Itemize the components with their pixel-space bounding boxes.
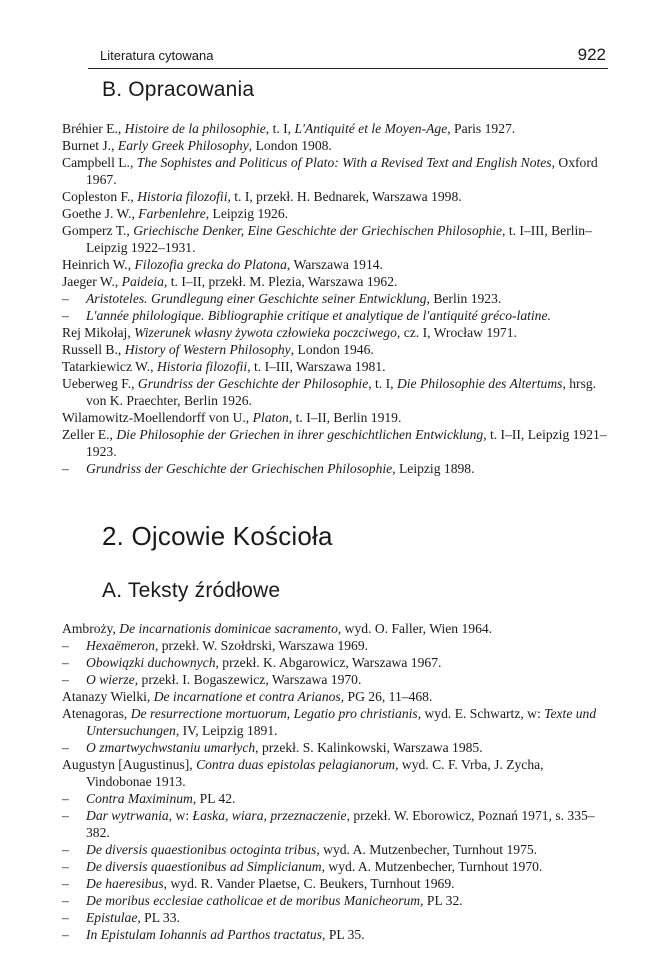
work-title: Epistulae: [86, 910, 138, 925]
work-title: Wizerunek własny żywota człowieka poczciwego: [134, 325, 397, 340]
entry-text: , wyd. A. Mutzenbecher, Turnhout 1970.: [321, 859, 543, 874]
work-title: Łaska, wiara, przeznaczenie: [192, 808, 347, 823]
work-title: Legatio pro christianis: [293, 706, 418, 721]
entry-text: , London 1946.: [290, 342, 374, 357]
entry-text: , wyd. R. Vander Plaetse, C. Beukers, Turnhout 1969.: [163, 876, 455, 891]
work-title: Historia filozofii: [156, 359, 248, 374]
entry-text: Goethe J. W.,: [62, 206, 139, 221]
entry-text: , Oxford 1967.: [86, 155, 598, 187]
entry-text: Campbell L.,: [62, 155, 137, 170]
bibliography-entry: [62, 654, 610, 671]
bibliography-entry: [62, 137, 610, 154]
entry-text: Atenagoras,: [62, 706, 131, 721]
entry-text: , przekł. W. Szołdrski, Warszawa 1969.: [154, 638, 369, 653]
bibliography-entry: [62, 324, 610, 341]
ditto-dash: –: [62, 893, 69, 908]
bibliography-entry: [62, 688, 610, 705]
bibliography-list-opracowania: [62, 120, 610, 477]
section-heading-teksty-zrodlowe: A. Teksty źródłowe: [102, 579, 281, 602]
bibliography-entry: [62, 756, 610, 790]
bibliography-entry: [62, 671, 610, 688]
ditto-dash: –: [62, 655, 69, 670]
entry-text: , wyd. A. Mutzenbecher, Turnhout 1975.: [316, 842, 538, 857]
entry-text: Wilamowitz-Moellendorff von U.,: [62, 410, 253, 425]
entry-text: , Leipzig 1898.: [392, 461, 475, 476]
work-title: Grundriss der Geschichte der Griechischen Philosophie: [86, 461, 393, 476]
ditto-dash: –: [62, 308, 69, 323]
bibliography-entry: [62, 892, 610, 909]
entry-text: , t. I,: [265, 121, 295, 136]
work-title: Paideia: [121, 274, 164, 289]
entry-text: , t. I–III, Berlin– Leipzig 1922–1931.: [86, 223, 592, 255]
bibliography-entry: [62, 926, 610, 943]
bibliography-entry: [62, 426, 610, 460]
entry-text: , London 1908.: [248, 138, 332, 153]
entry-text: , Leipzig 1926.: [205, 206, 289, 221]
entry-text: , przekł. K. Abgarowicz, Warszawa 1967.: [215, 655, 442, 670]
entry-text: , wyd. E. Schwartz, w:: [417, 706, 545, 721]
entry-text: Rej Mikołaj,: [62, 325, 135, 340]
bibliography-entry: [62, 409, 610, 426]
bibliography-entry: [62, 790, 610, 807]
bibliography-entry: [62, 620, 610, 637]
bibliography-entry: [62, 290, 610, 307]
entry-text: , przekł. S. Kalinkowski, Warszawa 1985.: [255, 740, 483, 755]
bibliography-entry: [62, 909, 610, 926]
entry-text: Russell B.,: [62, 342, 125, 357]
ditto-dash: –: [62, 859, 69, 874]
bibliography-entry: [62, 256, 610, 273]
work-title: De diversis quaestionibus ad Simplicianum: [86, 859, 322, 874]
bibliography-entry: [62, 358, 610, 375]
work-title: De diversis quaestionibus octoginta tribus: [86, 842, 317, 857]
entry-text: , Berlin 1923.: [426, 291, 502, 306]
entry-text: , t. I, przekł. H. Bednarek, Warszawa 1998.: [227, 189, 462, 204]
bibliography-entry: [62, 375, 610, 409]
entry-text: Burnet J.,: [62, 138, 118, 153]
entry-text: , t. I,: [368, 376, 397, 391]
page-number: 922: [577, 45, 606, 64]
bibliography-entry: [62, 341, 610, 358]
entry-text: Gomperz T.,: [62, 223, 134, 238]
ditto-dash: –: [62, 876, 69, 891]
entry-text: Augustyn [Augustinus],: [62, 757, 197, 772]
entry-text: , wyd. O. Faller, Wien 1964.: [337, 621, 493, 636]
bibliography-entry: [62, 188, 610, 205]
work-title: History of Western Philosophy: [124, 342, 291, 357]
entry-text: , wyd. C. F. Vrba, J. Zycha, Vindobonae 1913.: [86, 757, 544, 789]
bibliography-entry: [62, 705, 610, 739]
work-title: Contra duas epistolas pelagianorum: [196, 757, 396, 772]
ditto-dash: –: [62, 461, 69, 476]
work-title: De incarnationis dominicae sacramento: [119, 621, 338, 636]
entry-text: Copleston F.,: [62, 189, 138, 204]
chapter-heading: 2. Ojcowie Kościoła: [102, 521, 333, 551]
work-title: Filozofia grecka do Platona: [134, 257, 287, 272]
ditto-dash: –: [62, 910, 69, 925]
bibliography-entry: [62, 637, 610, 654]
entry-text: , PL 35.: [322, 927, 365, 942]
ditto-dash: –: [62, 842, 69, 857]
work-title: Texte und Untersuchungen: [86, 706, 597, 738]
entry-text: , PL 42.: [192, 791, 236, 806]
ditto-dash: –: [62, 808, 69, 823]
bibliography-entry: [62, 841, 610, 858]
bibliography-entry: [62, 307, 610, 324]
entry-text: Heinrich W.,: [62, 257, 135, 272]
entry-text: , t. I–II, Leipzig 1921–1923.: [86, 427, 607, 459]
entry-text: , przekł. I. Bogaszewicz, Warszawa 1970.: [134, 672, 362, 687]
bibliography-entry: [62, 120, 610, 137]
entry-text: , t. I–II, przekł. M. Plezia, Warszawa 1962.: [163, 274, 398, 289]
work-title: Platon: [252, 410, 289, 425]
ditto-dash: –: [62, 672, 69, 687]
ditto-dash: –: [62, 791, 69, 806]
work-title: In Epistulam Iohannis ad Parthos tractatus: [86, 927, 323, 942]
section-heading-opracowania: B. Opracowania: [102, 78, 255, 101]
work-title: Farbenlehre: [138, 206, 206, 221]
entry-text: , t. I–II, Berlin 1919.: [288, 410, 402, 425]
work-title: De incarnatione et contra Arianos: [153, 689, 341, 704]
bibliography-entry: [62, 154, 610, 188]
bibliography-entry: [62, 222, 610, 256]
work-title: Early Greek Philosophy: [117, 138, 249, 153]
entry-text: Bréhier E.,: [62, 121, 125, 136]
work-title: Contra Maximinum: [86, 791, 193, 806]
entry-text: , IV, Leipzig 1891.: [175, 723, 278, 738]
entry-text: Ambroży,: [62, 621, 120, 636]
work-title: Obowiązki duchownych: [86, 655, 216, 670]
work-title: O wierze: [86, 672, 135, 687]
work-title: De resurrectione mortuorum: [130, 706, 287, 721]
bibliography-entry: [62, 460, 610, 477]
work-title: O zmartwychwstaniu umarłych: [86, 740, 256, 755]
work-title: Hexaëmeron: [86, 638, 155, 653]
bibliography-entry: [62, 875, 610, 892]
work-title: De haeresibus: [86, 876, 164, 891]
bibliography-entry: [62, 807, 610, 841]
work-title: Die Philosophie des Altertums: [396, 376, 563, 391]
work-title: Histoire de la philosophie: [124, 121, 266, 136]
entry-text: Atanazy Wielki,: [62, 689, 154, 704]
work-title: Dar wytrwania: [86, 808, 169, 823]
bibliography-entry: [62, 858, 610, 875]
ditto-dash: –: [62, 740, 69, 755]
running-title: Literatura cytowana: [100, 48, 214, 63]
ditto-dash: –: [62, 291, 69, 306]
entry-text: , w:: [168, 808, 193, 823]
entry-text: , PL 32.: [420, 893, 463, 908]
entry-text: , cz. I, Wrocław 1971.: [396, 325, 517, 340]
ditto-dash: –: [62, 638, 69, 653]
bibliography-entry: [62, 205, 610, 222]
work-title: De moribus ecclesiae catholicae et de moribus Manicheorum: [86, 893, 421, 908]
work-title: The Sophistes and Politicus of Plato: With a Revised Text and English Notes: [136, 155, 552, 170]
entry-text: , hrsg. von K. Praechter, Berlin 1926.: [86, 376, 597, 408]
entry-text: , Warszawa 1914.: [286, 257, 383, 272]
work-title: L'Antiquité et le Moyen-Age: [294, 121, 448, 136]
entry-text: Ueberweg F.,: [62, 376, 138, 391]
entry-text: , przekł. W. Eborowicz, Poznań 1971, s. 335–382.: [86, 808, 595, 840]
work-title: Aristoteles. Grundlegung einer Geschichte seiner Entwicklung: [86, 291, 427, 306]
work-title: Die Philosophie der Griechen in ihrer geschichtlichen Entwicklung: [116, 427, 484, 442]
running-header: [88, 44, 608, 69]
bibliography-list-teksty-zrodlowe: [62, 620, 610, 943]
bibliography-entry: [62, 273, 610, 290]
entry-text: ,: [286, 706, 294, 721]
entry-text: , PG 26, 11–468.: [340, 689, 433, 704]
work-title: Historia filozofii: [137, 189, 228, 204]
ditto-dash: –: [62, 927, 69, 942]
work-title: L'année philologique. Bibliographie critique et analytique de l'antiquité gréco-latine.: [86, 308, 551, 323]
entry-text: Zeller E.,: [62, 427, 117, 442]
entry-text: , PL 33.: [137, 910, 180, 925]
entry-text: Tatarkiewicz W.,: [62, 359, 157, 374]
work-title: Grundriss der Geschichte der Philosophie: [137, 376, 369, 391]
work-title: Griechische Denker, Eine Geschichte der Griechischen Philosophie: [133, 223, 503, 238]
entry-text: , t. I–III, Warszawa 1981.: [247, 359, 386, 374]
bibliography-entry: [62, 739, 610, 756]
entry-text: , Paris 1927.: [447, 121, 516, 136]
entry-text: Jaeger W.,: [62, 274, 122, 289]
